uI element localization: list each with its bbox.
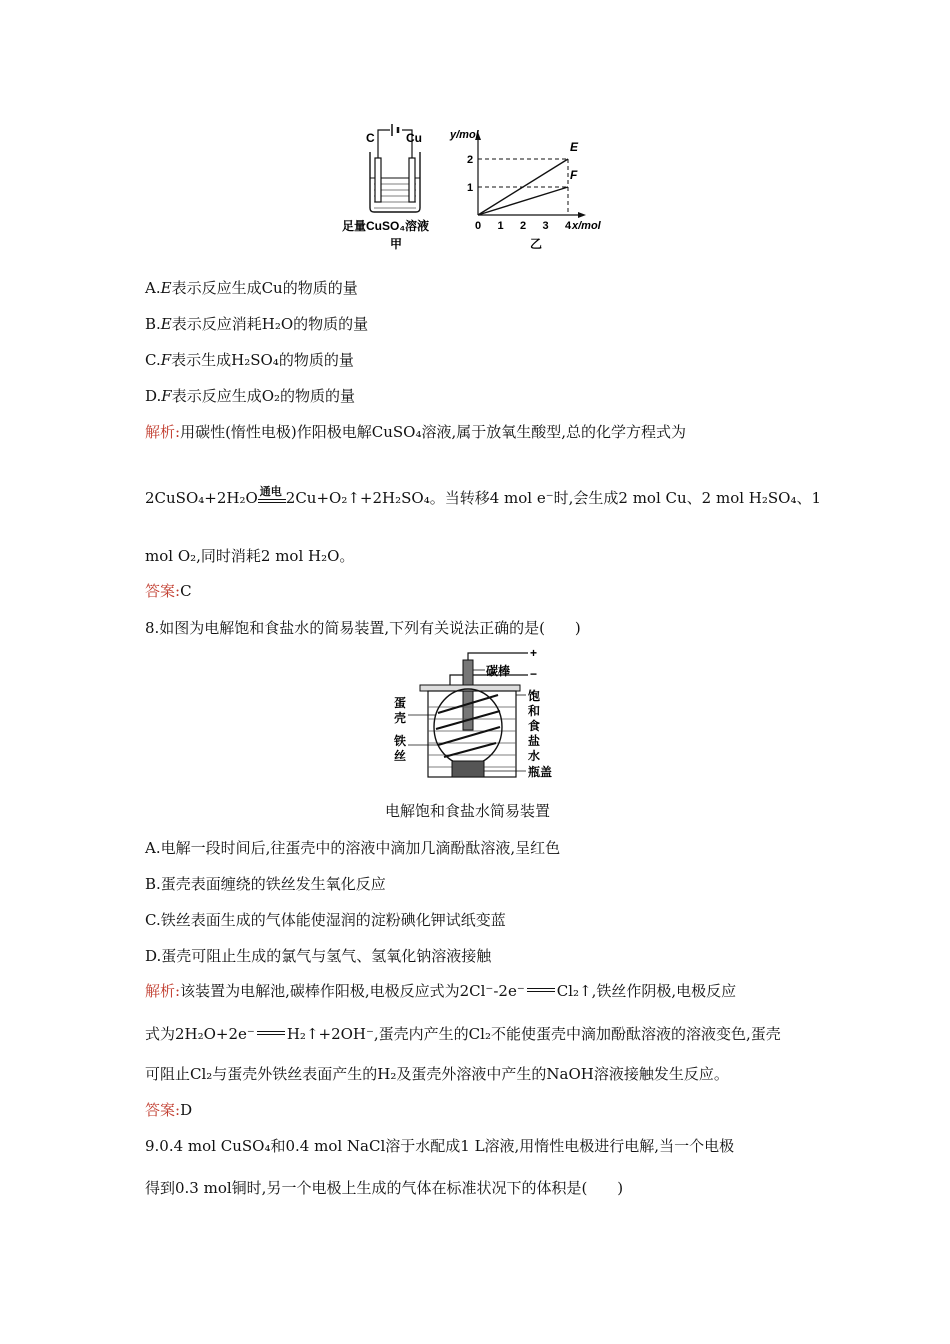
svg-text:饱: 饱 bbox=[528, 689, 541, 703]
analysis-label: 解析: bbox=[145, 423, 181, 441]
chart-caption: 乙 bbox=[530, 237, 543, 251]
series-line-E bbox=[478, 159, 568, 215]
svg-text:盐: 盐 bbox=[528, 734, 541, 748]
electrode-c-label: C bbox=[366, 131, 375, 145]
x-tick-label: 2 bbox=[520, 220, 527, 232]
q7-option-d: D.F表示反应生成O₂的物质的量 bbox=[145, 387, 355, 405]
answer-label: 答案: bbox=[145, 582, 181, 600]
q7-option-c: C.F表示生成H₂SO₄的物质的量 bbox=[145, 351, 354, 369]
q8-answer: 答案:D bbox=[145, 1101, 193, 1119]
eggshell-label-2: 壳 bbox=[394, 711, 407, 725]
chart bbox=[449, 129, 602, 251]
figure-electrolysis-cuso4 bbox=[340, 120, 620, 255]
y-tick-label: 2 bbox=[467, 154, 474, 166]
y-axis-label: y/mol bbox=[450, 129, 479, 141]
q7-equation-line: 2CuSO₄+2H₂O 通电 2Cu+O₂↑+2H₂SO₄。当转移4 mol e⁻时,会生成2 mol Cu、2 mol H₂SO₄、1 bbox=[145, 485, 822, 507]
q8-analysis-line2: 式为2H₂O+2e⁻ H₂↑+2OH⁻,蛋壳内产生的Cl₂不能使蛋壳中滴加酚酞溶液的溶液变色,蛋壳 bbox=[145, 1025, 781, 1043]
q8-stem: 8.如图为电解饱和食盐水的简易装置,下列有关说法正确的是( ) bbox=[145, 619, 581, 637]
carbon-rod-label: 碳棒 bbox=[486, 664, 511, 678]
x-tick-label: 4 bbox=[565, 220, 572, 232]
eq-condition: 通电 bbox=[259, 485, 282, 498]
x-tick-label: 1 bbox=[497, 220, 504, 232]
x-tick-label: 0 bbox=[475, 220, 482, 232]
x-tick-label: 3 bbox=[542, 220, 549, 232]
svg-text:水: 水 bbox=[528, 749, 541, 763]
q7-analysis-line1: 解析:用碳性(惰性电极)作阳极电解CuSO₄溶液,属于放氧生酸型,总的化学方程式为 bbox=[145, 423, 687, 441]
q7-option-a: A.E表示反应生成Cu的物质的量 bbox=[145, 279, 358, 297]
series-label-F: F bbox=[570, 168, 578, 182]
q9-line2: 得到0.3 mol铜时,另一个电极上生成的气体在标准状况下的体积是( ) bbox=[145, 1179, 624, 1197]
electrode-cu-label: Cu bbox=[406, 131, 422, 145]
q8-option-a: A.电解一段时间后,往蛋壳中的溶液中滴加几滴酚酞溶液,呈红色 bbox=[145, 839, 561, 857]
figure-brine-electrolysis bbox=[390, 645, 570, 785]
series-line-F bbox=[478, 187, 568, 215]
x-axis-label: x/mol bbox=[572, 220, 601, 232]
q8-option-c: C.铁丝表面生成的气体能使湿润的淀粉碘化钾试纸变蓝 bbox=[145, 911, 506, 929]
q7-answer: 答案:C bbox=[145, 582, 192, 600]
q8-figure-caption: 电解饱和食盐水简易装置 bbox=[385, 802, 551, 820]
left-caption: 甲 bbox=[390, 237, 403, 251]
svg-text:食: 食 bbox=[528, 719, 541, 733]
iron-wire-label-1: 铁 bbox=[394, 734, 407, 748]
eggshell-label-1: 蛋 bbox=[394, 696, 407, 710]
q8-option-b: B.蛋壳表面缠绕的铁丝发生氧化反应 bbox=[145, 875, 386, 893]
svg-text:和: 和 bbox=[528, 704, 541, 718]
q7-option-b: B.E表示反应消耗H₂O的物质的量 bbox=[145, 315, 369, 333]
solution-label: 足量CuSO₄溶液 bbox=[342, 219, 430, 233]
series-label-E: E bbox=[570, 140, 579, 154]
q7-analysis-line3: mol O₂,同时消耗2 mol H₂O。 bbox=[145, 547, 355, 565]
q8-analysis-line3: 可阻止Cl₂与蛋壳外铁丝表面产生的H₂及蛋壳外溶液中产生的NaOH溶液接触发生反应。 bbox=[145, 1065, 729, 1083]
q9-line1: 9.0.4 mol CuSO₄和0.4 mol NaCl溶于水配成1 L溶液,用惰性电极进行电解,当一个电极 bbox=[145, 1137, 735, 1155]
minus-sign: − bbox=[530, 667, 538, 681]
cell-diagram bbox=[340, 120, 620, 255]
plus-sign: + bbox=[530, 646, 538, 660]
iron-wire-label-2: 丝 bbox=[394, 749, 407, 763]
q8-analysis-line1: 解析:该装置为电解池,碳棒作阳极,电极反应式为2Cl⁻-2e⁻ Cl₂↑,铁丝作阴极,电极反应 bbox=[145, 982, 737, 1000]
q8-option-d: D.蛋壳可阻止生成的氯气与氢气、氢氧化钠溶液接触 bbox=[145, 947, 492, 965]
y-tick-label: 1 bbox=[467, 182, 474, 194]
bottle-cap-label: 瓶盖 bbox=[528, 765, 553, 779]
